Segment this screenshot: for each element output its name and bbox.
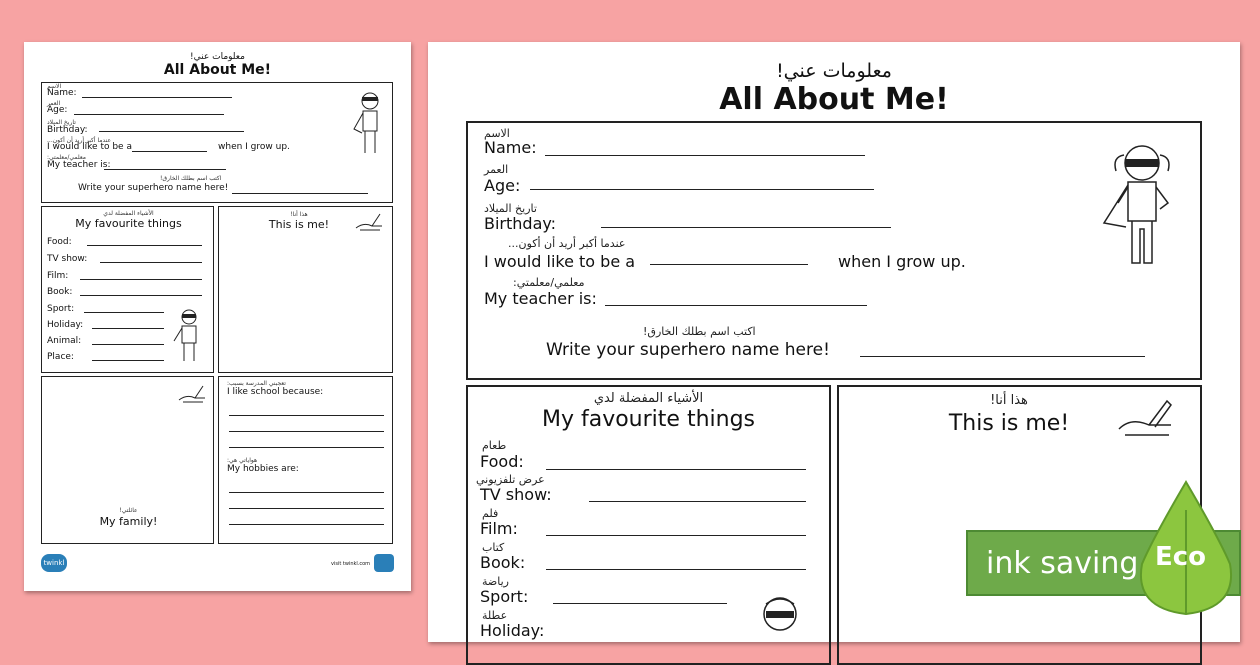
hobby-line-1[interactable] — [229, 492, 384, 493]
school-line-2[interactable] — [229, 431, 384, 432]
superhero-label: Write your superhero name here! — [78, 183, 229, 193]
school-line-1[interactable] — [229, 415, 384, 416]
twinkl-logo: twinkl — [41, 554, 67, 572]
large-age-line[interactable] — [530, 189, 874, 190]
large-sport-line[interactable] — [553, 603, 727, 604]
large-superhero-girl-icon — [1094, 137, 1186, 271]
large-name-line[interactable] — [545, 155, 865, 156]
age-label: Age: — [47, 105, 68, 115]
teacher-label: My teacher is: — [47, 160, 111, 170]
hobby-line-3[interactable] — [229, 524, 384, 525]
superhero-line[interactable] — [232, 193, 368, 194]
large-teacher-label: My teacher is: — [484, 289, 597, 308]
large-book-line[interactable] — [546, 569, 806, 570]
family-box[interactable]: عائلتي! My family! — [41, 376, 214, 544]
title: All About Me! — [163, 62, 272, 78]
large-teacher-line[interactable] — [605, 305, 867, 306]
large-birthday-label: Birthday: — [484, 214, 557, 233]
worksheet-thumbnail[interactable] — [24, 42, 411, 591]
book-line[interactable] — [80, 295, 202, 296]
favourites-box: الأشياء المفضلة لدي My favourite things Food: TV show: Film: Book: Sport: Holiday: Animal: Place: — [41, 206, 214, 373]
birthday-label: Birthday: — [47, 125, 88, 135]
large-title-arabic: معلومات عني! — [776, 60, 892, 82]
animal-line[interactable] — [92, 344, 164, 345]
large-this-is-me-box[interactable]: هذا أنا! This is me! — [837, 385, 1202, 665]
large-birthday-line[interactable] — [601, 227, 891, 228]
birthday-line[interactable] — [99, 131, 244, 132]
teacher-line[interactable] — [104, 169, 226, 170]
large-name-label: Name: — [484, 138, 537, 157]
age-line[interactable] — [74, 114, 224, 115]
twinkl-badge-icon — [374, 554, 394, 572]
eco-label: Eco — [1155, 542, 1207, 572]
this-is-me-box[interactable]: هذا أنا! This is me! — [218, 206, 393, 373]
food-line[interactable] — [87, 245, 202, 246]
large-favourites-box: الأشياء المفضلة لدي My favourite things طعام Food: عرض تلفزيوني TV show: فلم Film: كتاب Book: رياضة Sport: عطلة Holiday: — [466, 385, 831, 665]
superhero-boy-icon — [170, 307, 208, 365]
ink-saving-label: ink saving — [986, 546, 1139, 581]
large-grow-label: I would like to be a — [484, 252, 636, 271]
grow-label: I would like to be a — [47, 142, 132, 152]
hobby-line-2[interactable] — [229, 508, 384, 509]
large-title: All About Me! — [719, 82, 949, 117]
superhero-girl-icon — [350, 89, 390, 159]
footer-url: visit twinkl.com — [331, 561, 371, 567]
about-box: الاسم Name: العمر Age: تاريخ الميلاد Birthday: عندما أكبر أريد أن أكون... I would like to be a when I grow up. معلمي/معلمتي: My teacher is: اكتب اسم بطلك الخارق! Write your superhero name here! — [41, 82, 393, 203]
hand-writing-icon-2 — [177, 382, 207, 406]
large-food-line[interactable] — [546, 469, 806, 470]
name-label: Name: — [47, 88, 77, 98]
school-line-3[interactable] — [229, 447, 384, 448]
large-age-label: Age: — [484, 176, 521, 195]
film-line[interactable] — [80, 279, 202, 280]
large-about-box: الاسم Name: العمر Age: تاريخ الميلاد Birthday: عندما أكبر أريد أن أكون... I would like to be a when I grow up. معلمي/معلمتي: My teacher is: اكتب اسم بطلك الخارق! Write your superhero name here! — [466, 121, 1202, 380]
large-superhero-line[interactable] — [860, 356, 1145, 357]
place-line[interactable] — [92, 360, 164, 361]
large-tv-line[interactable] — [589, 501, 806, 502]
school-hobbies-box: تعجبني المدرسة بسبب: I like school because: هواياتي هي: My hobbies are: — [218, 376, 393, 544]
large-grow-line[interactable] — [650, 264, 808, 265]
hand-writing-icon — [354, 210, 384, 234]
large-superhero-label: Write your superhero name here! — [546, 340, 830, 360]
title-arabic: معلومات عني! — [190, 52, 245, 62]
large-superhero-boy-icon — [758, 592, 802, 642]
grow-line[interactable] — [132, 151, 207, 152]
sport-line[interactable] — [84, 312, 164, 313]
large-film-line[interactable] — [546, 535, 806, 536]
tv-line[interactable] — [100, 262, 202, 263]
large-hand-writing-icon — [1115, 397, 1175, 443]
name-line[interactable] — [82, 97, 232, 98]
holiday-line[interactable] — [92, 328, 164, 329]
